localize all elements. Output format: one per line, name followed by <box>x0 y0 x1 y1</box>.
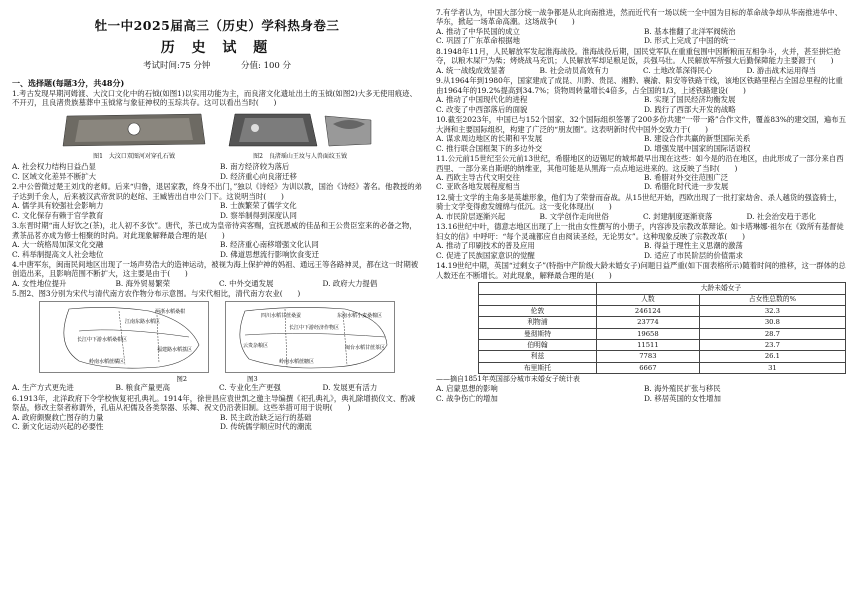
city-cell: 曼彻斯特 <box>479 328 597 339</box>
count-cell: 6667 <box>596 362 699 373</box>
jade-axe-image <box>225 110 375 150</box>
option-a: A. 推动了中国现代化的进程 <box>436 95 528 105</box>
table-row <box>479 362 846 373</box>
option-b: B. 经济重心南移增强文化认同 <box>220 240 319 250</box>
option-d: D. 适应了市民阶层的价值需求 <box>644 250 744 260</box>
option-d: D. 佛道思想流行影响饮食变迁 <box>220 249 320 259</box>
question-stem: 6.1913年，北洋政府下令学校恢复祀孔典礼。1914年，徐世昌应袁世凯之邀主导编撰《祀孔典礼》，典礼除增损仪文、酌减祭品，修改主祭者称谓外，孔庙从祀儒及各类祭器、乐舞、祝文仍沿袭旧制。这些举措可用于说明( ) <box>12 393 416 413</box>
option-b: B. 粮食产量更高 <box>115 383 170 393</box>
count-cell: 23774 <box>596 317 699 328</box>
option-b: B. 士族繁荣了儒学文化 <box>220 201 297 211</box>
option-d: D. 发展更有活力 <box>322 383 378 393</box>
table-row <box>479 351 846 362</box>
question-stem: 1.考古发现早期河姆渡、大汶口文化中的石钺(如图1)以实用功能为主，而良渚文化遗址出土的玉钺(如图2)大多无使用痕迹、不开刃，且良渚贵族墓葬中玉钺常与象征神权的玉琮共存。这可以看出当时( ) <box>12 89 417 108</box>
question-7-options <box>436 27 846 46</box>
option-a: A. 市民阶层逐渐兴起 <box>436 211 506 221</box>
percent-cell: 32.3 <box>699 305 845 316</box>
unmarried-women-table <box>478 282 846 374</box>
question-14 <box>436 261 846 403</box>
option-c: C. 亚欧各地发展程度相当 <box>436 182 520 192</box>
question-7 <box>436 8 846 46</box>
column-header-count: 人数 <box>596 294 699 305</box>
city-cell: 布里斯托 <box>479 362 597 373</box>
question-stem: 2.中公曾徵过楚王刘戊的老师。后来“归鲁，退居家教，终身不出门，”独以《诗经》为训以教，国治《诗经》著名。他教授的弟子达到千余人，后来被汉武帝赏识的赵绾、王臧皆出自申公门下。这说明当时( ) <box>12 182 423 201</box>
option-c: C. 推行联合国框架下的多边外交 <box>436 143 543 153</box>
count-cell: 246124 <box>596 305 699 316</box>
question-stem: 13.16世纪中叶，德意志地区出现了上一批由女性撰写的小册子，内容涉及宗教改革辩论。如卡塔琳娜·祖尔在《致所有基督徒妇女的信》中呼吁：“每个灵魂都应自由阅读圣经，无论男女”。这种现象反映了宗教改革( ) <box>436 222 844 241</box>
option-c: C. 科举制提高文人社会地位 <box>12 249 104 259</box>
right-column <box>436 8 846 404</box>
option-a: A. 生产方式更先进 <box>12 383 74 393</box>
option-a: A. 启蒙思想的影响 <box>436 384 498 394</box>
table-header-corner <box>479 294 597 305</box>
option-a: A. 谋求周边地区的长期和平发展 <box>436 134 543 144</box>
percent-cell: 23.7 <box>699 340 845 351</box>
option-d: D. 增强发展中国家的国际话语权 <box>644 143 751 153</box>
question-13-options <box>436 241 846 260</box>
question-stem: 7.有学者认为，中国大部分统一战争都是从北向南推进，然而近代有一场以统一全中国为目标的革命战争却从华南推进华中、华东，掀起一场革命高潮。这场战争( ) <box>436 8 843 27</box>
option-a: A. 统一战线成效显著 <box>436 65 506 75</box>
option-c: C. 文化保存有赖于官学教育 <box>12 210 104 220</box>
option-b: B. 海外贸易繁荣 <box>115 278 170 288</box>
question-6-options <box>12 413 422 432</box>
section-heading: 一、选择题(每题3分，共48分) <box>12 77 125 88</box>
map-label: 岭南水稻蔗橘区 <box>89 358 125 365</box>
question-1-figures <box>12 110 422 160</box>
qing-crop-map <box>225 301 395 373</box>
table-header-row <box>479 294 846 305</box>
question-4-options <box>12 279 422 288</box>
city-cell: 伯明翰 <box>479 340 597 351</box>
count-cell: 19658 <box>596 328 699 339</box>
question-4 <box>12 260 422 288</box>
table-row <box>479 305 846 316</box>
option-c: C. 巩固了广东革命根据地 <box>436 36 520 46</box>
table-caption: 大龄未婚女子 <box>596 283 845 294</box>
exam-time: 考试时间:75 分钟 <box>142 60 211 71</box>
city-cell: 利物浦 <box>479 317 597 328</box>
option-d: D. 移居英国的女性增加 <box>644 393 721 403</box>
option-a: A. 大一统格局加深文化交融 <box>12 240 104 250</box>
question-12 <box>436 193 846 221</box>
map-label: 两浙水稻桑柑 <box>155 308 186 315</box>
option-a: A. 儒学具有较强社会影响力 <box>12 201 104 211</box>
question-6 <box>12 394 422 432</box>
question-12-options <box>436 212 846 221</box>
question-3-options <box>12 240 422 259</box>
option-b: B. 南方经济较为落后 <box>220 162 290 172</box>
question-9-options <box>436 95 846 114</box>
option-b: B. 实现了国民经济均衡发展 <box>644 95 736 105</box>
map-figure-a: 图2 <box>176 374 187 383</box>
option-a: A. 政府颇聚救亡图存的力量 <box>12 412 104 422</box>
option-b: B. 希腊对外交往范围广泛 <box>644 172 729 182</box>
option-c: C. 专业化生产更强 <box>219 383 281 393</box>
map-label: 福建路水稻荔区 <box>157 346 193 353</box>
question-10 <box>436 115 846 153</box>
option-c: C. 中外交通发展 <box>219 278 274 288</box>
option-c: C. 土地改革深得民心 <box>643 65 713 75</box>
percent-cell: 28.7 <box>699 328 845 339</box>
question-10-options <box>436 134 846 153</box>
table-row <box>479 328 846 339</box>
city-cell: 利兹 <box>479 351 597 362</box>
option-c: C. 区域文化差异不断扩大 <box>12 171 96 181</box>
option-d: D. 社会治安趋于恶化 <box>746 211 816 221</box>
map-label: 长江中下游水稻桑柑区 <box>77 336 128 343</box>
exam-score: 分值: 100 分 <box>241 60 292 71</box>
question-8-options <box>436 66 846 75</box>
option-d: D. 游击战术运用得当 <box>746 65 816 75</box>
map-label: 云贵杂粮区 <box>243 342 269 349</box>
option-d: D. 形式上完成了中国的统一 <box>644 36 736 46</box>
question-2 <box>12 182 422 220</box>
question-stem: 8.1948年11月，人民解放军发起淮海战役。淮海战役后期，国民党军队在重重包围中因断粮而互相争斗，火并，甚至拼烂抢夺，以粮木屎尸为柴；烤烧战马充饥；人民解放军却足粮足饭，兵强马壮。人民解放军所强大后勤保障能力主要源于( ) <box>436 46 841 66</box>
question-stem: 12.骑士文学的主角多是英雄形象，他们为了荣誉而奋战。从15世纪开始，西欧出现了一批打家劫舍、杀人越货的强盗骑士，骑士文学变得愈发缠绵与低沉。这一变化体现出( ) <box>436 192 842 212</box>
question-stem: 4.中唐军东，闽南民间地区出现了一场声势浩大的造神运动，被视为海上保护神的妈祖、通远王等各路神灵，都在这一时期被创造出来，且影响范围不断扩大，这主要是由于( ) <box>12 259 419 279</box>
percent-cell: 31 <box>699 362 845 373</box>
option-b: B. 社会动员高效有力 <box>539 65 609 75</box>
option-b: B. 海外殖民扩张与移民 <box>644 384 721 394</box>
option-d: D. 政府大力提倡 <box>322 278 378 288</box>
question-5-maps <box>12 301 422 373</box>
option-c: C. 改变了中西部落后的面貌 <box>436 104 528 114</box>
option-d: D. 希腊化时代进一步发展 <box>644 182 729 192</box>
figure-1-caption: 图1 大汶口双图河对穿孔石钺 <box>93 152 175 160</box>
option-d: D. 察举制得到深度认同 <box>220 210 297 220</box>
option-b: B. 民主政治缺乏运行的基础 <box>220 412 312 422</box>
table-corner <box>479 283 597 294</box>
song-crop-map <box>39 301 209 373</box>
option-c: C. 封建制度逐渐衰落 <box>643 211 713 221</box>
option-c: C. 新文化运动兴起的必要性 <box>12 422 104 432</box>
question-2-options <box>12 201 422 220</box>
question-stem: 5.图2、图3分别为宋代与清代南方农作物分布示意图。与宋代相比，清代南方农业( ) <box>12 289 301 299</box>
table-row <box>479 317 846 328</box>
table-source: ——摘自1851年英国部分城市未婚女子统计表 <box>436 375 580 384</box>
question-stem: 3.东晋时期“南人好饮之(茶)，北人初不多饮”。唐代，茶已成为皇帝待宾客赐，宜抚恩威的佳品和王公贵臣室来的必备之物，煮茶品茗亦成为修士相聚的时尚。对此现象解释最合理的是( ) <box>12 221 417 240</box>
map-figure-numbers <box>12 375 422 383</box>
question-stem: 14.19世纪中期，英国“过剩女子”(特指中产阶级大龄未婚女子)问题日益严重(如下面表格所示)随着时间的推移，这一群体的总人数还在不断增长。对此现象，解释最合理的是( ) <box>436 261 846 280</box>
percent-cell: 30.8 <box>699 317 845 328</box>
option-c: C. 促进了民族国家意识的觉醒 <box>436 250 535 260</box>
question-9 <box>436 76 846 114</box>
option-a: A. 社会权力结构日益凸显 <box>12 162 96 172</box>
map-label: 闽台水稻甘蔗茶区 <box>345 344 386 351</box>
question-1 <box>12 89 422 181</box>
count-cell: 11511 <box>596 340 699 351</box>
question-3 <box>12 221 422 259</box>
stone-axe-image <box>59 110 209 150</box>
map-label: 岭南水稻蔗糖区 <box>279 358 315 365</box>
option-a: A. 推动了中华民国的成立 <box>436 26 520 36</box>
option-b: B. 得益于理性主义思潮的激荡 <box>644 241 743 251</box>
map-figure-b: 图3 <box>247 374 258 383</box>
question-1-options <box>12 162 422 181</box>
map-label: 东南水稻小麦桑棉区 <box>337 312 383 319</box>
exam-subtitle: 历 史 试 题 <box>160 40 274 56</box>
map-label: 江南东路水稻区 <box>125 318 161 325</box>
question-8 <box>436 47 846 75</box>
option-d: D. 经济重心向良渚迁移 <box>220 171 297 181</box>
question-stem: 10.截至2023年，中国已与152个国家、32个国际组织签署了200多份共建“一带一路”合作文件，覆盖83%的建交国，遍布五大洲和主要国际组织，构建了广泛的“朋友圈”。这表明新时代中国外交致力于( ) <box>436 115 846 134</box>
option-b: B. 基本推翻了北洋军阀统治 <box>644 26 736 36</box>
figure-jade-axe <box>225 110 375 160</box>
question-13 <box>436 222 846 260</box>
city-cell: 伦敦 <box>479 305 597 316</box>
option-d: D. 践行了西部大开发的战略 <box>644 104 736 114</box>
option-a: A. 女性地位提升 <box>12 278 67 288</box>
question-stem: 9.从1964年到1980年，国家建成了成昆、川黔、贵昆、湘黔、襄渝、阳安等铁路干线，该地区铁路里程占全国总里程的比重由1964年的19.2%提高到34.7%；货物周转量增长4倍多，占全国的1/3，上述铁路建设( ) <box>436 76 843 95</box>
option-b: B. 建设合作共赢的新型国际关系 <box>644 134 751 144</box>
option-b: B. 文学创作走向世俗 <box>539 211 609 221</box>
option-a: A. 推动了印刷技术的普及应用 <box>436 241 535 251</box>
question-11-options <box>436 173 846 192</box>
count-cell: 7783 <box>596 351 699 362</box>
question-14-options <box>436 384 846 403</box>
map-label: 长江中下游经济作物区 <box>289 324 340 331</box>
table-row <box>479 340 846 351</box>
figure-2-caption: 图2 良渚瑶山王坟与人兽面纹玉钺 <box>253 152 347 160</box>
option-d: D. 传统儒学顺应时代的潮流 <box>220 422 312 432</box>
question-5 <box>12 289 422 392</box>
option-a: A. 西欧主导古代文明交往 <box>436 172 520 182</box>
left-column <box>12 8 422 433</box>
figure-stone-axe <box>59 110 209 160</box>
percent-cell: 26.1 <box>699 351 845 362</box>
question-stem: 11.公元前15世纪至公元前13世纪，希腊地区的迈锡尼的城邦最早出现在这些：如今是的沿在地区，由此形成了一部分来自西西里、一部分来自斯堪的纳维亚，其他可能是从黑海一点点地运进来的。这反映了当时( ) <box>436 154 844 173</box>
question-5-options <box>12 383 422 392</box>
column-header-percent: 占女性总数的% <box>699 294 845 305</box>
table-caption-row <box>479 283 846 294</box>
question-11 <box>436 154 846 192</box>
exam-info <box>12 61 422 72</box>
exam-title: 牡一中2025届高三（历史）学科热身卷三 <box>94 18 340 33</box>
map-label: 四川水稻甘蔗桑蚕 <box>261 312 302 319</box>
option-c: C. 战争伤亡的增加 <box>436 393 498 403</box>
